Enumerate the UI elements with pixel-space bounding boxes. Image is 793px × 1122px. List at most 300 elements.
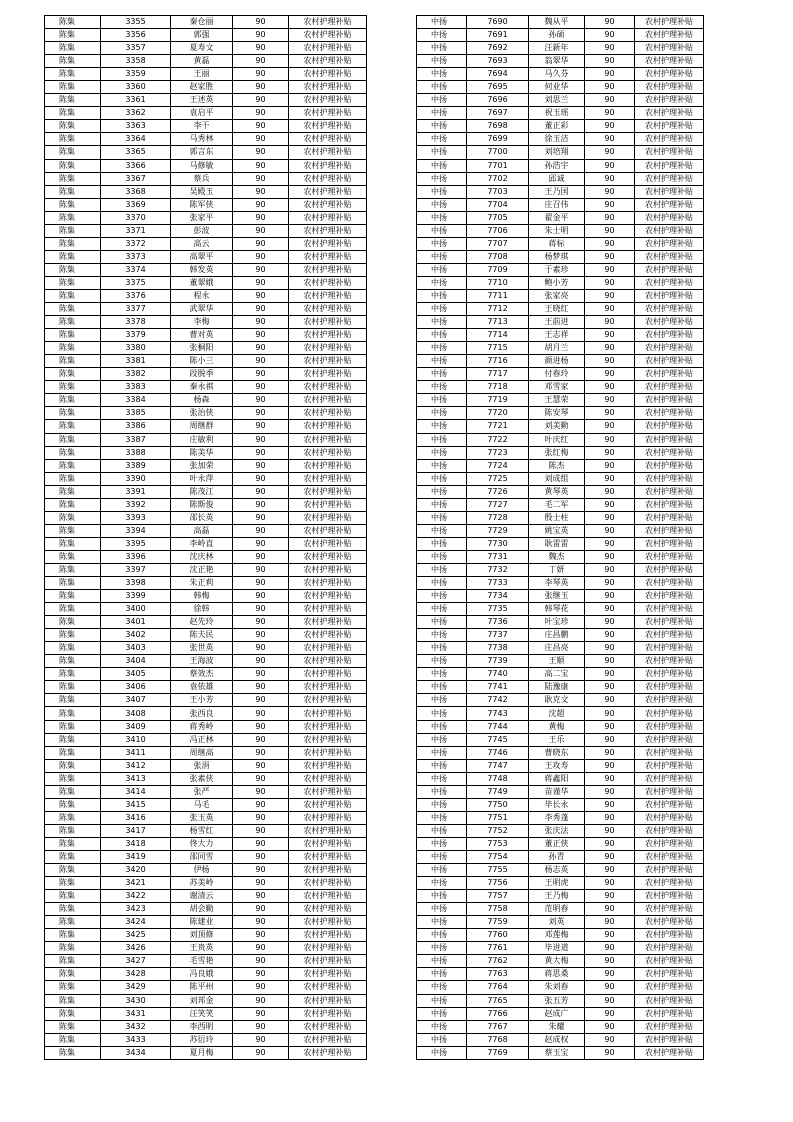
town-cell: 陈集: [45, 811, 101, 824]
table-row: [45, 537, 367, 550]
serial-number-cell: 3431: [101, 1007, 171, 1020]
table-row: [417, 68, 704, 81]
table-row: [45, 172, 367, 185]
amount-cell: 90: [585, 707, 635, 720]
town-cell: 中扬: [417, 837, 467, 850]
subsidy-type-cell: 农村护理补贴: [635, 237, 704, 250]
town-cell: 陈集: [45, 316, 101, 329]
table-row: [45, 237, 367, 250]
table-row: [417, 263, 704, 276]
table-row: [417, 772, 704, 785]
serial-number-cell: 7747: [467, 759, 529, 772]
amount-cell: 90: [233, 629, 289, 642]
table-row: [45, 446, 367, 459]
subsidy-type-cell: 农村护理补贴: [289, 550, 367, 563]
amount-cell: 90: [233, 16, 289, 29]
subsidy-type-cell: 农村护理补贴: [635, 433, 704, 446]
name-cell: 苏美岭: [171, 877, 233, 890]
table-row: [45, 459, 367, 472]
subsidy-type-cell: 农村护理补贴: [289, 877, 367, 890]
subsidy-type-cell: 农村护理补贴: [635, 29, 704, 42]
name-cell: 丁妍: [529, 563, 585, 576]
town-cell: 陈集: [45, 159, 101, 172]
serial-number-cell: 7738: [467, 642, 529, 655]
table-row: [45, 472, 367, 485]
town-cell: 陈集: [45, 681, 101, 694]
name-cell: 冯良娥: [171, 968, 233, 981]
table-row: [45, 955, 367, 968]
town-cell: 陈集: [45, 942, 101, 955]
table-row: [417, 681, 704, 694]
subsidy-type-cell: 农村护理补贴: [289, 694, 367, 707]
name-cell: 朱正莉: [171, 577, 233, 590]
subsidy-type-cell: 农村护理补贴: [289, 185, 367, 198]
name-cell: 刘邦金: [171, 994, 233, 1007]
serial-number-cell: 7752: [467, 824, 529, 837]
subsidy-type-cell: 农村护理补贴: [289, 511, 367, 524]
amount-cell: 90: [233, 550, 289, 563]
amount-cell: 90: [585, 407, 635, 420]
amount-cell: 90: [585, 811, 635, 824]
serial-number-cell: 3375: [101, 276, 171, 289]
name-cell: 王明虎: [529, 877, 585, 890]
town-cell: 陈集: [45, 837, 101, 850]
subsidy-type-cell: 农村护理补贴: [635, 681, 704, 694]
serial-number-cell: 3424: [101, 916, 171, 929]
serial-number-cell: 7698: [467, 120, 529, 133]
name-cell: 王顺: [529, 655, 585, 668]
serial-number-cell: 3406: [101, 681, 171, 694]
town-cell: 中扬: [417, 590, 467, 603]
town-cell: 陈集: [45, 511, 101, 524]
amount-cell: 90: [585, 394, 635, 407]
name-cell: 魏杰: [529, 550, 585, 563]
name-cell: 韩发英: [171, 263, 233, 276]
serial-number-cell: 3419: [101, 851, 171, 864]
serial-number-cell: 7729: [467, 524, 529, 537]
table-row: [45, 511, 367, 524]
table-row: [417, 289, 704, 302]
name-cell: 黄磊: [171, 55, 233, 68]
name-cell: 胡月兰: [529, 342, 585, 355]
table-row: [417, 94, 704, 107]
name-cell: 黄大梅: [529, 955, 585, 968]
serial-number-cell: 3408: [101, 707, 171, 720]
table-row: [45, 890, 367, 903]
name-cell: 李干: [171, 120, 233, 133]
name-cell: 蔡效杰: [171, 668, 233, 681]
table-row: [417, 107, 704, 120]
subsidy-type-cell: 农村护理补贴: [635, 133, 704, 146]
serial-number-cell: 3362: [101, 107, 171, 120]
town-cell: 陈集: [45, 446, 101, 459]
amount-cell: 90: [233, 172, 289, 185]
serial-number-cell: 3390: [101, 472, 171, 485]
table-row: [417, 668, 704, 681]
town-cell: 中扬: [417, 524, 467, 537]
amount-cell: 90: [233, 955, 289, 968]
amount-cell: 90: [585, 68, 635, 81]
amount-cell: 90: [585, 146, 635, 159]
name-cell: 曹晓东: [529, 746, 585, 759]
amount-cell: 90: [585, 864, 635, 877]
serial-number-cell: 3403: [101, 642, 171, 655]
amount-cell: 90: [233, 890, 289, 903]
subsidy-type-cell: 农村护理补贴: [635, 94, 704, 107]
name-cell: 郭言东: [171, 146, 233, 159]
name-cell: 徐韩: [171, 603, 233, 616]
town-cell: 陈集: [45, 798, 101, 811]
name-cell: 庄昌亮: [529, 642, 585, 655]
table-row: [417, 511, 704, 524]
amount-cell: 90: [233, 55, 289, 68]
amount-cell: 90: [233, 942, 289, 955]
serial-number-cell: 7696: [467, 94, 529, 107]
town-cell: 陈集: [45, 433, 101, 446]
serial-number-cell: 3368: [101, 185, 171, 198]
serial-number-cell: 3411: [101, 746, 171, 759]
amount-cell: 90: [585, 1007, 635, 1020]
amount-cell: 90: [233, 785, 289, 798]
serial-number-cell: 3416: [101, 811, 171, 824]
name-cell: 王丽: [171, 68, 233, 81]
serial-number-cell: 3358: [101, 55, 171, 68]
town-cell: 中扬: [417, 785, 467, 798]
name-cell: 沈超: [529, 707, 585, 720]
town-cell: 中扬: [417, 981, 467, 994]
table-row: [45, 707, 367, 720]
name-cell: 王慧荣: [529, 394, 585, 407]
table-row: [417, 133, 704, 146]
serial-number-cell: 3395: [101, 537, 171, 550]
subsidy-type-cell: 农村护理补贴: [635, 890, 704, 903]
table-row: [417, 498, 704, 511]
subsidy-type-cell: 农村护理补贴: [635, 81, 704, 94]
serial-number-cell: 3410: [101, 733, 171, 746]
name-cell: 刘英: [529, 916, 585, 929]
town-cell: 中扬: [417, 929, 467, 942]
subsidy-type-cell: 农村护理补贴: [289, 329, 367, 342]
town-cell: 陈集: [45, 81, 101, 94]
town-cell: 中扬: [417, 1033, 467, 1046]
subsidy-type-cell: 农村护理补贴: [289, 1046, 367, 1059]
table-row: [45, 16, 367, 29]
town-cell: 陈集: [45, 994, 101, 1007]
table-row: [45, 590, 367, 603]
amount-cell: 90: [233, 916, 289, 929]
town-cell: 中扬: [417, 472, 467, 485]
serial-number-cell: 3386: [101, 420, 171, 433]
name-cell: 陈杰: [529, 459, 585, 472]
serial-number-cell: 7718: [467, 381, 529, 394]
table-row: [417, 1033, 704, 1046]
name-cell: 秦仓丽: [171, 16, 233, 29]
serial-number-cell: 7744: [467, 720, 529, 733]
serial-number-cell: 7745: [467, 733, 529, 746]
serial-number-cell: 3366: [101, 159, 171, 172]
subsidy-type-cell: 农村护理补贴: [635, 590, 704, 603]
amount-cell: 90: [233, 381, 289, 394]
subsidy-type-cell: 农村护理补贴: [289, 563, 367, 576]
serial-number-cell: 3387: [101, 433, 171, 446]
amount-cell: 90: [233, 237, 289, 250]
town-cell: 中扬: [417, 81, 467, 94]
name-cell: 耿克文: [529, 694, 585, 707]
table-row: [45, 877, 367, 890]
name-cell: 刘美勤: [529, 420, 585, 433]
subsidy-type-cell: 农村护理补贴: [635, 942, 704, 955]
subsidy-type-cell: 农村护理补贴: [635, 772, 704, 785]
town-cell: 中扬: [417, 485, 467, 498]
amount-cell: 90: [233, 133, 289, 146]
name-cell: 蒋标: [529, 237, 585, 250]
subsidy-type-cell: 农村护理补贴: [635, 616, 704, 629]
amount-cell: 90: [233, 407, 289, 420]
serial-number-cell: 7758: [467, 903, 529, 916]
serial-number-cell: 3398: [101, 577, 171, 590]
serial-number-cell: 7761: [467, 942, 529, 955]
name-cell: 张玉英: [171, 811, 233, 824]
table-row: [45, 616, 367, 629]
table-row: [45, 759, 367, 772]
table-row: [45, 968, 367, 981]
town-cell: 中扬: [417, 968, 467, 981]
subsidy-type-cell: 农村护理补贴: [289, 733, 367, 746]
table-row: [417, 250, 704, 263]
subsidy-type-cell: 农村护理补贴: [635, 916, 704, 929]
subsidy-type-cell: 农村护理补贴: [289, 16, 367, 29]
amount-cell: 90: [233, 681, 289, 694]
amount-cell: 90: [233, 642, 289, 655]
subsidy-type-cell: 农村护理补贴: [635, 824, 704, 837]
town-cell: 陈集: [45, 68, 101, 81]
serial-number-cell: 7713: [467, 316, 529, 329]
table-row: [45, 668, 367, 681]
name-cell: 王乃梅: [529, 890, 585, 903]
town-cell: 中扬: [417, 642, 467, 655]
amount-cell: 90: [585, 929, 635, 942]
amount-cell: 90: [585, 942, 635, 955]
subsidy-type-cell: 农村护理补贴: [635, 185, 704, 198]
serial-number-cell: 3433: [101, 1033, 171, 1046]
table-row: [45, 942, 367, 955]
serial-number-cell: 3434: [101, 1046, 171, 1059]
town-cell: 陈集: [45, 864, 101, 877]
table-row: [417, 433, 704, 446]
subsidy-type-cell: 农村护理补贴: [289, 1020, 367, 1033]
table-row: [45, 642, 367, 655]
subsidy-type-cell: 农村护理补贴: [635, 42, 704, 55]
subsidy-type-cell: 农村护理补贴: [635, 981, 704, 994]
amount-cell: 90: [233, 420, 289, 433]
serial-number-cell: 7732: [467, 563, 529, 576]
amount-cell: 90: [585, 133, 635, 146]
serial-number-cell: 7756: [467, 877, 529, 890]
table-row: [417, 472, 704, 485]
table-row: [417, 303, 704, 316]
table-row: [417, 577, 704, 590]
town-cell: 中扬: [417, 498, 467, 511]
town-cell: 中扬: [417, 355, 467, 368]
town-cell: 中扬: [417, 994, 467, 1007]
town-cell: 中扬: [417, 603, 467, 616]
subsidy-type-cell: 农村护理补贴: [289, 237, 367, 250]
subsidy-type-cell: 农村护理补贴: [289, 785, 367, 798]
serial-number-cell: 7765: [467, 994, 529, 1007]
subsidy-type-cell: 农村护理补贴: [635, 146, 704, 159]
town-cell: 中扬: [417, 420, 467, 433]
town-cell: 陈集: [45, 655, 101, 668]
amount-cell: 90: [585, 81, 635, 94]
serial-number-cell: 7742: [467, 694, 529, 707]
town-cell: 中扬: [417, 577, 467, 590]
subsidy-type-cell: 农村护理补贴: [289, 342, 367, 355]
name-cell: 李西明: [171, 1020, 233, 1033]
name-cell: 王晓红: [529, 303, 585, 316]
amount-cell: 90: [233, 42, 289, 55]
subsidy-type-cell: 农村护理补贴: [289, 811, 367, 824]
serial-number-cell: 7739: [467, 655, 529, 668]
name-cell: 王乐: [529, 733, 585, 746]
name-cell: 杨森: [171, 394, 233, 407]
serial-number-cell: 7697: [467, 107, 529, 120]
subsidy-type-cell: 农村护理补贴: [289, 603, 367, 616]
town-cell: 中扬: [417, 629, 467, 642]
table-row: [417, 120, 704, 133]
subsidy-type-cell: 农村护理补贴: [635, 159, 704, 172]
name-cell: 王述英: [171, 94, 233, 107]
serial-number-cell: 7757: [467, 890, 529, 903]
subsidy-type-cell: 农村护理补贴: [635, 537, 704, 550]
serial-number-cell: 7717: [467, 368, 529, 381]
table-row: [45, 316, 367, 329]
subsidy-type-cell: 农村护理补贴: [289, 42, 367, 55]
table-row: [45, 798, 367, 811]
town-cell: 陈集: [45, 759, 101, 772]
serial-number-cell: 7702: [467, 172, 529, 185]
subsidy-type-cell: 农村护理补贴: [635, 811, 704, 824]
amount-cell: 90: [585, 681, 635, 694]
subsidy-type-cell: 农村护理补贴: [635, 1046, 704, 1059]
amount-cell: 90: [585, 355, 635, 368]
town-cell: 陈集: [45, 785, 101, 798]
table-row: [417, 968, 704, 981]
town-cell: 中扬: [417, 55, 467, 68]
town-cell: 陈集: [45, 381, 101, 394]
amount-cell: 90: [233, 94, 289, 107]
subsidy-type-cell: 农村护理补贴: [289, 681, 367, 694]
subsidy-type-cell: 农村护理补贴: [289, 29, 367, 42]
table-row: [45, 785, 367, 798]
serial-number-cell: 7733: [467, 577, 529, 590]
serial-number-cell: 7731: [467, 550, 529, 563]
town-cell: 中扬: [417, 890, 467, 903]
town-cell: 中扬: [417, 733, 467, 746]
name-cell: 韩梅: [171, 590, 233, 603]
serial-number-cell: 3355: [101, 16, 171, 29]
subsidy-type-cell: 农村护理补贴: [289, 929, 367, 942]
table-row: [45, 289, 367, 302]
serial-number-cell: 7768: [467, 1033, 529, 1046]
serial-number-cell: 7746: [467, 746, 529, 759]
serial-number-cell: 3360: [101, 81, 171, 94]
subsidy-type-cell: 农村护理补贴: [289, 459, 367, 472]
table-row: [45, 394, 367, 407]
town-cell: 中扬: [417, 368, 467, 381]
serial-number-cell: 7754: [467, 851, 529, 864]
subsidy-type-cell: 农村护理补贴: [635, 877, 704, 890]
table-row: [417, 1020, 704, 1033]
subsidy-type-cell: 农村护理补贴: [635, 785, 704, 798]
table-row: [45, 903, 367, 916]
subsidy-type-cell: 农村护理补贴: [635, 707, 704, 720]
subsidy-type-cell: 农村护理补贴: [635, 629, 704, 642]
amount-cell: 90: [585, 237, 635, 250]
amount-cell: 90: [585, 798, 635, 811]
serial-number-cell: 7763: [467, 968, 529, 981]
name-cell: 叶永萍: [171, 472, 233, 485]
name-cell: 殷士柱: [529, 511, 585, 524]
name-cell: 黄琴英: [529, 485, 585, 498]
name-cell: 庄敏利: [171, 433, 233, 446]
town-cell: 中扬: [417, 942, 467, 955]
town-cell: 陈集: [45, 1020, 101, 1033]
amount-cell: 90: [585, 250, 635, 263]
town-cell: 中扬: [417, 446, 467, 459]
subsidy-type-cell: 农村护理补贴: [289, 916, 367, 929]
table-row: [417, 42, 704, 55]
name-cell: 袁依雄: [171, 681, 233, 694]
subsidy-type-cell: 农村护理补贴: [635, 211, 704, 224]
town-cell: 陈集: [45, 237, 101, 250]
table-row: [417, 485, 704, 498]
amount-cell: 90: [585, 289, 635, 302]
serial-number-cell: 3378: [101, 316, 171, 329]
table-row: [45, 994, 367, 1007]
town-cell: 中扬: [417, 916, 467, 929]
right-subsidy-table: [416, 15, 704, 1060]
amount-cell: 90: [585, 916, 635, 929]
table-row: [45, 981, 367, 994]
table-row: [45, 107, 367, 120]
table-row: [45, 746, 367, 759]
amount-cell: 90: [233, 733, 289, 746]
town-cell: 陈集: [45, 329, 101, 342]
table-row: [417, 707, 704, 720]
name-cell: 夏寿文: [171, 42, 233, 55]
serial-number-cell: 3432: [101, 1020, 171, 1033]
serial-number-cell: 3357: [101, 42, 171, 55]
name-cell: 毛二军: [529, 498, 585, 511]
table-row: [417, 537, 704, 550]
subsidy-type-cell: 农村护理补贴: [289, 94, 367, 107]
subsidy-type-cell: 农村护理补贴: [289, 303, 367, 316]
name-cell: 张家亮: [529, 289, 585, 302]
name-cell: 张红梅: [529, 446, 585, 459]
subsidy-type-cell: 农村护理补贴: [289, 655, 367, 668]
serial-number-cell: 3399: [101, 590, 171, 603]
serial-number-cell: 7721: [467, 420, 529, 433]
subsidy-type-cell: 农村护理补贴: [289, 133, 367, 146]
serial-number-cell: 3428: [101, 968, 171, 981]
amount-cell: 90: [585, 342, 635, 355]
town-cell: 中扬: [417, 68, 467, 81]
amount-cell: 90: [585, 550, 635, 563]
amount-cell: 90: [233, 720, 289, 733]
serial-number-cell: 7693: [467, 55, 529, 68]
town-cell: 陈集: [45, 524, 101, 537]
town-cell: 陈集: [45, 94, 101, 107]
